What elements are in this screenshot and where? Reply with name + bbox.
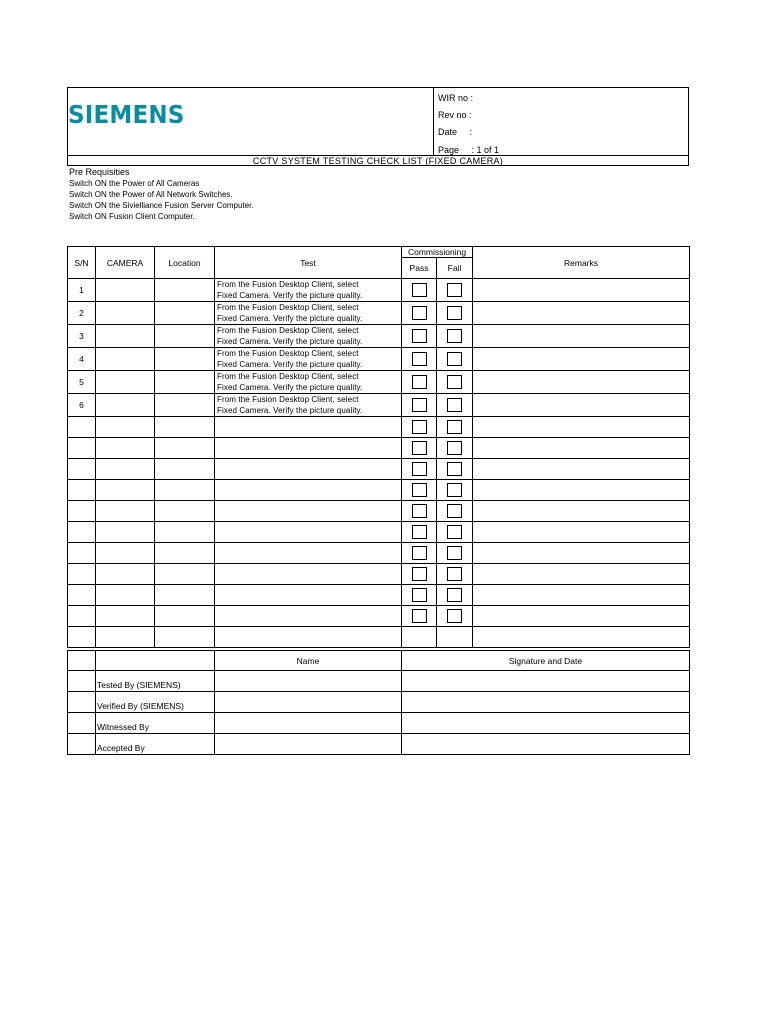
- remarks-cell[interactable]: [473, 394, 690, 417]
- signature-field[interactable]: [402, 734, 690, 755]
- table-row: [68, 501, 690, 522]
- table-row: [68, 564, 690, 585]
- checklist-table: [67, 246, 690, 648]
- test-cell[interactable]: [215, 480, 402, 501]
- signoff-role: Tested By (SIEMENS): [96, 671, 215, 692]
- pass-cell: [402, 279, 437, 302]
- name-field[interactable]: [215, 734, 402, 755]
- camera-cell[interactable]: [96, 302, 155, 325]
- location-cell[interactable]: [155, 348, 215, 371]
- camera-cell[interactable]: [96, 438, 155, 459]
- fail-checkbox[interactable]: [447, 398, 462, 412]
- signoff-table: [67, 650, 690, 755]
- pass-cell: [402, 371, 437, 394]
- remarks-cell[interactable]: [473, 279, 690, 302]
- header-camera: CAMERA: [96, 247, 155, 279]
- row-sn: 5: [68, 371, 96, 394]
- table-row: [68, 606, 690, 627]
- pass-cell: [402, 325, 437, 348]
- location-cell[interactable]: [155, 543, 215, 564]
- signoff-role: Verified By (SIEMENS): [96, 692, 215, 713]
- location-cell[interactable]: [155, 522, 215, 543]
- prerequisite-item: Switch ON the Power of All Network Switches.: [69, 190, 233, 199]
- pass-checkbox[interactable]: [412, 352, 427, 366]
- location-cell[interactable]: [155, 394, 215, 417]
- remarks-cell[interactable]: [473, 564, 690, 585]
- pass-checkbox[interactable]: [412, 609, 427, 623]
- pass-checkbox[interactable]: [412, 462, 427, 476]
- prerequisites: [69, 166, 254, 222]
- fail-checkbox[interactable]: [447, 283, 462, 297]
- test-cell[interactable]: [215, 459, 402, 480]
- location-cell[interactable]: [155, 459, 215, 480]
- test-cell[interactable]: [215, 417, 402, 438]
- location-cell[interactable]: [155, 371, 215, 394]
- header-divider: [433, 87, 434, 156]
- pass-cell: [402, 394, 437, 417]
- fail-checkbox[interactable]: [447, 567, 462, 581]
- table-row: [68, 522, 690, 543]
- remarks-cell[interactable]: [473, 585, 690, 606]
- location-cell[interactable]: [155, 438, 215, 459]
- fail-cell: [437, 371, 473, 394]
- table-row: [68, 627, 690, 648]
- name-field[interactable]: [215, 671, 402, 692]
- row-sn: 2: [68, 302, 96, 325]
- header-remarks: Remarks: [473, 247, 690, 279]
- name-header: Name: [215, 651, 402, 671]
- camera-cell[interactable]: [96, 564, 155, 585]
- test-cell: From the Fusion Desktop Client, select Fixed Camera. Verify the picture quality.: [215, 371, 402, 394]
- rev-no-label: Rev no :: [438, 110, 472, 120]
- remarks-cell[interactable]: [473, 627, 690, 648]
- test-cell[interactable]: [215, 585, 402, 606]
- header-pass: Pass: [402, 258, 437, 279]
- remarks-cell[interactable]: [473, 480, 690, 501]
- pass-cell: [402, 302, 437, 325]
- signoff-role: Witnessed By: [96, 713, 215, 734]
- table-row: [68, 480, 690, 501]
- camera-cell[interactable]: [96, 394, 155, 417]
- fail-cell: [437, 348, 473, 371]
- header-commissioning: Commissioning: [402, 247, 473, 258]
- test-cell[interactable]: [215, 501, 402, 522]
- location-cell[interactable]: [155, 302, 215, 325]
- pass-checkbox[interactable]: [412, 398, 427, 412]
- signature-field[interactable]: [402, 713, 690, 734]
- date-label: Date :: [438, 127, 473, 137]
- test-cell: From the Fusion Desktop Client, select Fixed Camera. Verify the picture quality.: [215, 394, 402, 417]
- table-row: [68, 325, 690, 348]
- pass-checkbox[interactable]: [412, 546, 427, 560]
- pass-checkbox[interactable]: [412, 567, 427, 581]
- table-row: [68, 459, 690, 480]
- table-row: [68, 394, 690, 417]
- location-cell[interactable]: [155, 480, 215, 501]
- table-row: [68, 438, 690, 459]
- pass-checkbox[interactable]: [412, 329, 427, 343]
- test-cell: From the Fusion Desktop Client, select Fixed Camera. Verify the picture quality.: [215, 325, 402, 348]
- camera-cell[interactable]: [96, 371, 155, 394]
- remarks-cell[interactable]: [473, 501, 690, 522]
- pass-checkbox[interactable]: [412, 483, 427, 497]
- test-cell: From the Fusion Desktop Client, select Fixed Camera. Verify the picture quality.: [215, 302, 402, 325]
- camera-cell[interactable]: [96, 279, 155, 302]
- remarks-cell[interactable]: [473, 302, 690, 325]
- name-field[interactable]: [215, 692, 402, 713]
- fail-checkbox[interactable]: [447, 420, 462, 434]
- test-cell[interactable]: [215, 522, 402, 543]
- signature-header: Signature and Date: [402, 651, 690, 671]
- test-cell[interactable]: [215, 438, 402, 459]
- test-cell: From the Fusion Desktop Client, select Fixed Camera. Verify the picture quality.: [215, 348, 402, 371]
- test-cell[interactable]: [215, 606, 402, 627]
- fail-checkbox[interactable]: [447, 441, 462, 455]
- row-sn: 4: [68, 348, 96, 371]
- page-label: Page : 1 of 1: [438, 145, 500, 155]
- fail-checkbox[interactable]: [447, 504, 462, 518]
- siemens-logo: SIEMENS: [68, 100, 185, 129]
- camera-cell[interactable]: [96, 543, 155, 564]
- camera-cell[interactable]: [96, 627, 155, 648]
- name-field[interactable]: [215, 713, 402, 734]
- remarks-cell[interactable]: [473, 438, 690, 459]
- table-row: [68, 348, 690, 371]
- prerequisite-item: Switch ON Fusion Client Computer.: [69, 212, 195, 221]
- camera-cell[interactable]: [96, 348, 155, 371]
- table-row: [68, 543, 690, 564]
- remarks-cell[interactable]: [473, 417, 690, 438]
- wir-no-label: WIR no :: [438, 93, 474, 103]
- camera-cell[interactable]: [96, 585, 155, 606]
- table-row: [68, 279, 690, 302]
- camera-cell[interactable]: [96, 417, 155, 438]
- pass-checkbox[interactable]: [412, 504, 427, 518]
- location-cell[interactable]: [155, 325, 215, 348]
- location-cell[interactable]: [155, 606, 215, 627]
- row-sn: 6: [68, 394, 96, 417]
- table-row: [68, 302, 690, 325]
- table-row: [68, 585, 690, 606]
- test-cell[interactable]: [215, 543, 402, 564]
- camera-cell[interactable]: [96, 459, 155, 480]
- fail-checkbox[interactable]: [447, 352, 462, 366]
- row-sn: 1: [68, 279, 96, 302]
- row-sn: 3: [68, 325, 96, 348]
- remarks-cell[interactable]: [473, 543, 690, 564]
- fail-checkbox[interactable]: [447, 525, 462, 539]
- fail-checkbox[interactable]: [447, 483, 462, 497]
- remarks-cell[interactable]: [473, 459, 690, 480]
- signature-field[interactable]: [402, 692, 690, 713]
- fail-cell: [437, 279, 473, 302]
- remarks-cell[interactable]: [473, 325, 690, 348]
- camera-cell[interactable]: [96, 480, 155, 501]
- fail-checkbox[interactable]: [447, 329, 462, 343]
- pass-checkbox[interactable]: [412, 375, 427, 389]
- fail-cell: [437, 302, 473, 325]
- header-sn: S/N: [68, 247, 96, 279]
- fail-cell: [437, 325, 473, 348]
- location-cell[interactable]: [155, 585, 215, 606]
- prerequisite-item: Switch ON the Power of All Cameras: [69, 179, 200, 188]
- fail-checkbox[interactable]: [447, 306, 462, 320]
- remarks-cell[interactable]: [473, 371, 690, 394]
- location-cell[interactable]: [155, 417, 215, 438]
- fail-cell[interactable]: [437, 627, 473, 648]
- table-row: [68, 417, 690, 438]
- fail-checkbox[interactable]: [447, 546, 462, 560]
- test-cell: From the Fusion Desktop Client, select Fixed Camera. Verify the picture quality.: [215, 279, 402, 302]
- signoff-role: Accepted By: [96, 734, 215, 755]
- pass-cell[interactable]: [402, 627, 437, 648]
- location-cell[interactable]: [155, 564, 215, 585]
- camera-cell[interactable]: [96, 325, 155, 348]
- prerequisite-item: Switch ON the Sivielliance Fusion Server Computer.: [69, 201, 254, 210]
- fail-cell: [437, 394, 473, 417]
- header-test: Test: [215, 247, 402, 279]
- location-cell[interactable]: [155, 627, 215, 648]
- location-cell[interactable]: [155, 501, 215, 522]
- header-fail: Fail: [437, 258, 473, 279]
- pass-checkbox[interactable]: [412, 441, 427, 455]
- fail-checkbox[interactable]: [447, 588, 462, 602]
- pass-checkbox[interactable]: [412, 283, 427, 297]
- page-title: CCTV SYSTEM TESTING CHECK LIST (FIXED CAMERA): [252, 156, 504, 166]
- remarks-cell[interactable]: [473, 348, 690, 371]
- fail-checkbox[interactable]: [447, 375, 462, 389]
- location-cell[interactable]: [155, 279, 215, 302]
- table-row: [68, 371, 690, 394]
- camera-cell[interactable]: [96, 522, 155, 543]
- test-cell[interactable]: [215, 627, 402, 648]
- test-cell[interactable]: [215, 564, 402, 585]
- fail-checkbox[interactable]: [447, 462, 462, 476]
- pass-checkbox[interactable]: [412, 525, 427, 539]
- prerequisites-heading: Pre Requisities: [69, 167, 130, 177]
- remarks-cell[interactable]: [473, 522, 690, 543]
- remarks-cell[interactable]: [473, 606, 690, 627]
- fail-checkbox[interactable]: [447, 609, 462, 623]
- header-location: Location: [155, 247, 215, 279]
- pass-cell: [402, 348, 437, 371]
- camera-cell[interactable]: [96, 606, 155, 627]
- pass-checkbox[interactable]: [412, 420, 427, 434]
- pass-checkbox[interactable]: [412, 306, 427, 320]
- pass-checkbox[interactable]: [412, 588, 427, 602]
- signature-field[interactable]: [402, 671, 690, 692]
- camera-cell[interactable]: [96, 501, 155, 522]
